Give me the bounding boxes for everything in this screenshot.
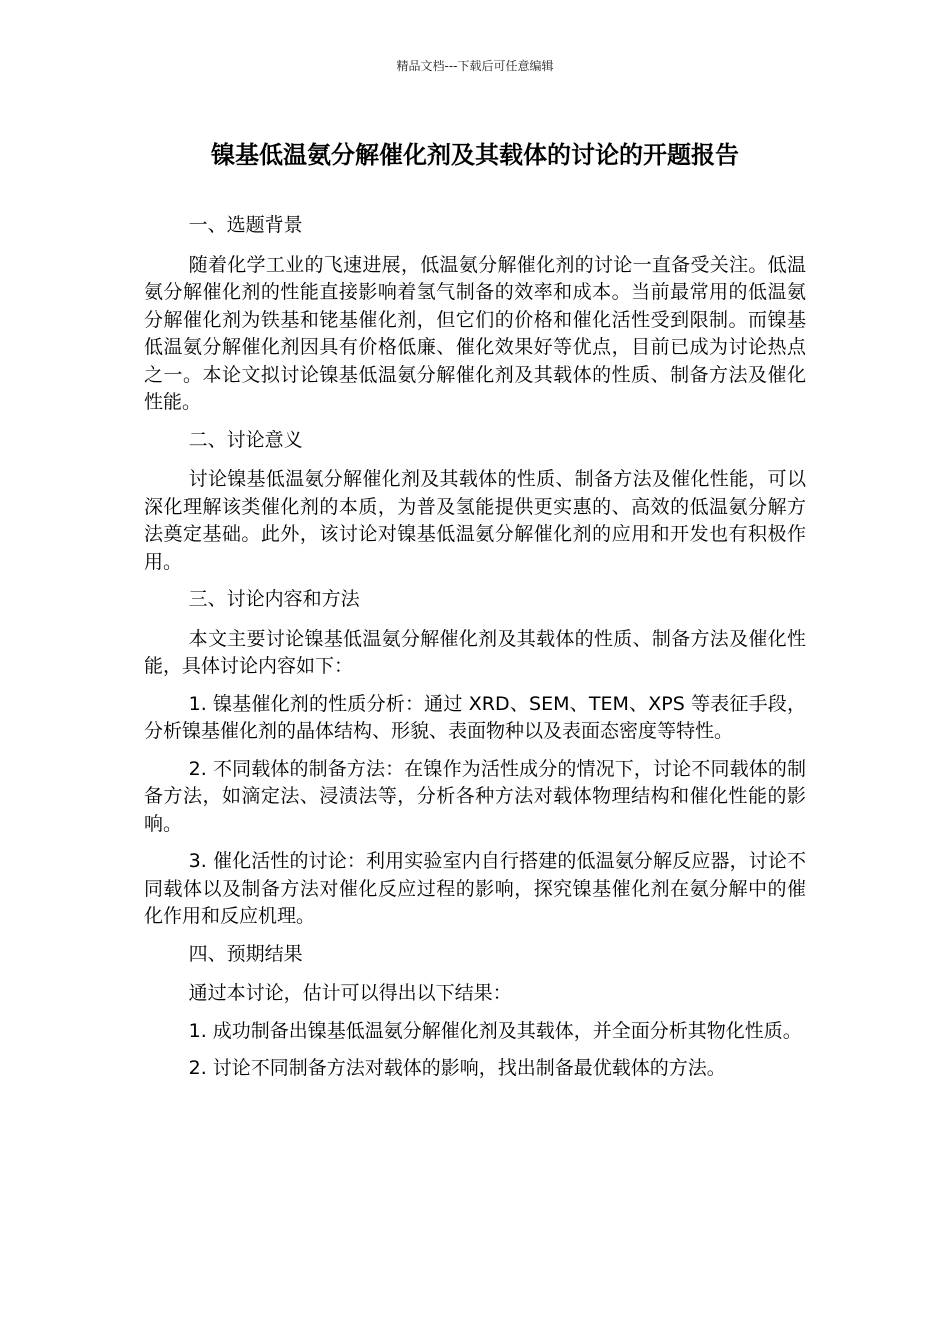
list-item-result-1: 1. 成功制备出镍基低温氨分解催化剂及其载体，并全面分析其物化性质。 bbox=[188, 1019, 802, 1042]
paragraph-background: 随着化学工业的飞速进展，低温氨分解催化剂的讨论一直备受关注。低温氨分解催化剂的性能直接影响着氢气制备的效率和成本。当前最常用的低温氨分解催化剂为铁基和铑基催化剂，但它们的价格和催化活性受到限制。而镍基低温氨分解催化剂因具有价格低廉、催化效果好等优点，目前已成为讨论热点之一。本论文拟讨论镍基低温氨分解催化剂及其载体的性质、制备方法及催化性能。 bbox=[144, 253, 806, 413]
section-heading-significance: 二、讨论意义 bbox=[188, 428, 303, 451]
header-note: 精品文档---下载后可任意编辑 bbox=[396, 59, 554, 73]
section-heading-background: 一、选题背景 bbox=[188, 214, 303, 236]
paragraph-results-intro: 通过本讨论，估计可以得出以下结果： bbox=[188, 982, 512, 1004]
document-body bbox=[144, 212, 806, 1093]
list-item-content-3: 3. 催化活性的讨论：利用实验室内自行搭建的低温氨分解反应器，讨论不同载体以及制备方法对催化反应过程的影响，探究镍基催化剂在氨分解中的催化作用和反应机理。 bbox=[144, 850, 806, 927]
document-title: 镍基低温氨分解催化剂及其载体的讨论的开题报告 bbox=[211, 141, 739, 169]
paragraph-significance: 讨论镍基低温氨分解催化剂及其载体的性质、制备方法及催化性能，可以深化理解该类催化剂的本质，为普及氢能提供更实惠的、高效的低温氨分解方法奠定基础。此外，该讨论对镍基低温氨分解催化剂的应用和开发也有积极作用。 bbox=[144, 468, 806, 573]
section-heading-expected-results: 四、预期结果 bbox=[188, 942, 303, 965]
list-item-content-2: 2. 不同载体的制备方法：在镍作为活性成分的情况下，讨论不同载体的制备方法，如滴定法、浸渍法等，分析各种方法对载体物理结构和催化性能的影响。 bbox=[144, 757, 806, 835]
list-item-result-2: 2. 讨论不同制备方法对载体的影响，找出制备最优载体的方法。 bbox=[188, 1057, 726, 1079]
list-item-content-1: 1. 镍基催化剂的性质分析：通过 XRD、SEM、TEM、XPS 等表征手段，分析镍基催化剂的晶体结构、形貌、表面物种以及表面态密度等特性。 bbox=[144, 692, 806, 742]
paragraph-content-intro: 本文主要讨论镍基低温氨分解催化剂及其载体的性质、制备方法及催化性能，具体讨论内容如下： bbox=[144, 627, 806, 677]
section-heading-content-methods: 三、讨论内容和方法 bbox=[188, 588, 360, 610]
